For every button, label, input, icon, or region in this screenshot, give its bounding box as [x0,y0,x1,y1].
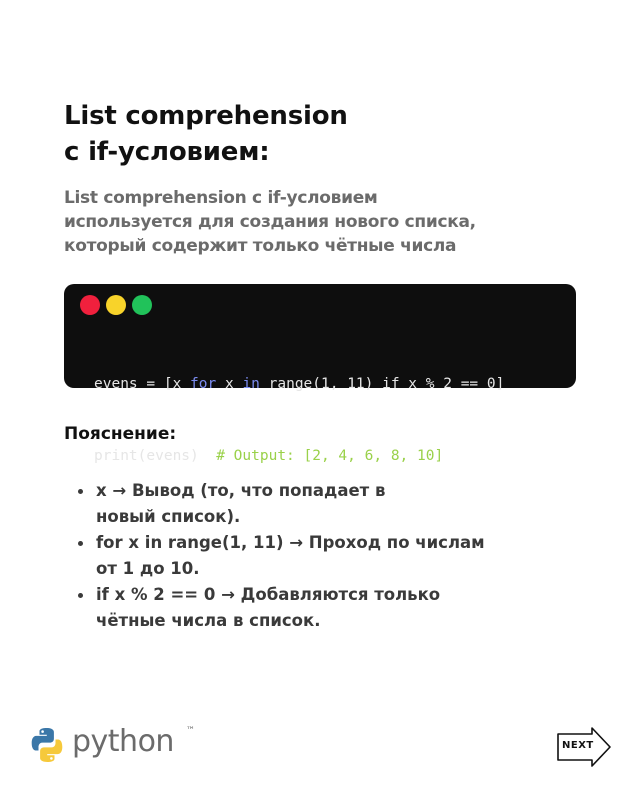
page-title [64,98,584,170]
minimize-dot-icon [106,295,126,315]
list-item-line: if x % 2 == 0 → Добавляются только [96,585,441,604]
logo-trademark: ™ [186,726,195,736]
maximize-dot-icon [132,295,152,315]
page-title-line-1: List comprehension [64,101,348,131]
code-text: evens = [x [94,376,191,392]
code-line-2 [94,444,504,468]
python-logo-icon [28,726,66,764]
list-item [76,530,576,582]
list-item-line: от 1 до 10. [96,559,200,578]
list-item-line: новый список). [96,507,241,526]
list-item-line: x → Вывод (то, что попадает в [96,481,386,500]
close-dot-icon [80,295,100,315]
page-subtitle [64,186,604,258]
explanation-list [76,478,576,634]
list-item-line: for x in range(1, 11) → Проход по числам [96,533,485,552]
list-item [76,582,576,634]
code-keyword: for [190,376,217,392]
list-item-line: чётные числа в список. [96,611,321,630]
code-line-1 [94,372,504,396]
next-button[interactable] [556,726,612,768]
explanation-heading: Пояснение: [64,424,177,444]
next-button-label: NEXT [562,740,594,751]
code-text: x [216,376,243,392]
list-item [76,478,576,530]
code-text: range(1, 11) if x % 2 == 0] [259,376,505,392]
code-keyword: in [242,376,260,392]
code-comment: # Output: [2, 4, 6, 8, 10] [216,448,444,464]
code-text: print(evens) [94,448,217,464]
subtitle-line-3: который содержит только чётные числа [64,236,457,256]
subtitle-line-1: List comprehension с if-условием [64,188,378,208]
page-title-line-2: с if-условием: [64,137,270,167]
subtitle-line-2: используется для создания нового списка, [64,212,476,232]
logo-wordmark: python [72,724,174,759]
